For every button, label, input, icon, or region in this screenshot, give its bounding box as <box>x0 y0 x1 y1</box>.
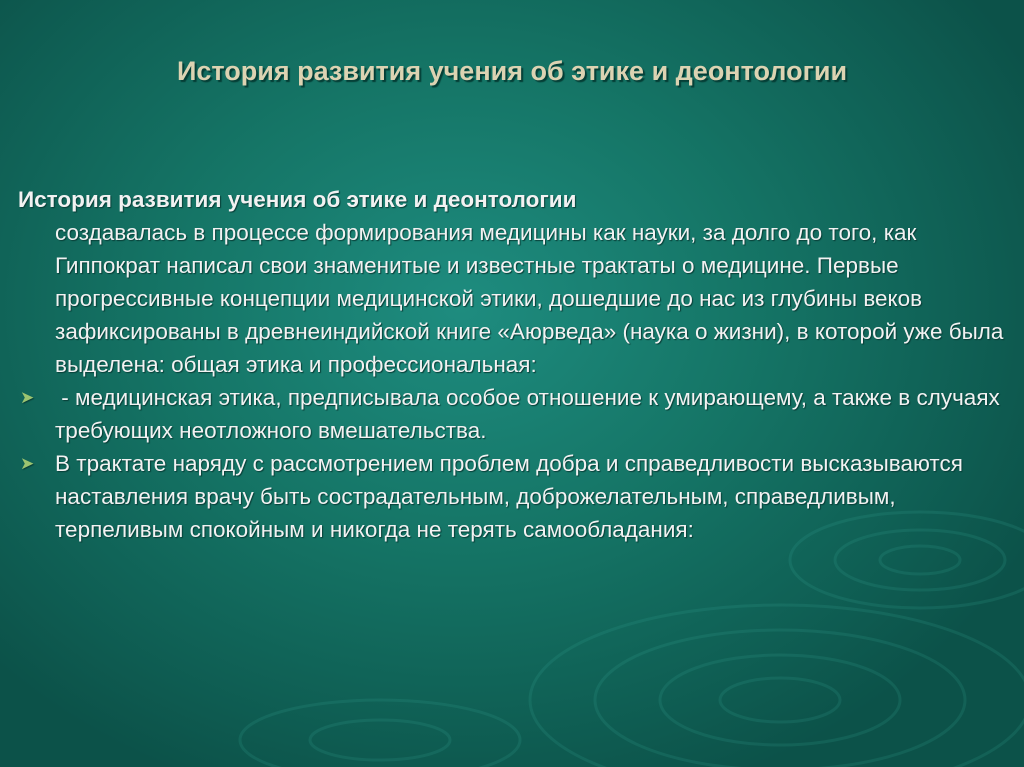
bullet-item <box>18 447 1018 546</box>
bullet-text: - медицинская этика, предписывала особое отношение к умирающему, а также в случаях требующих неотложного вмешательства. <box>55 385 1007 443</box>
slide-body <box>18 183 1018 546</box>
bullet-text: В трактате наряду с рассмотрением проблем добра и справедливости высказываются наставления врачу быть сострадательным, доброжелательным, справедливым, терпеливым спокойным и никогда не терять самообладания: <box>55 451 963 542</box>
lead-paragraph <box>18 183 1018 216</box>
chevron-right-icon: ➤ <box>20 388 35 407</box>
bullet-item <box>18 381 1018 447</box>
lead-paragraph-text: создавалась в процессе формирования медицины как науки, за долго до того, как Гиппократ написал свои знаменитые и известные трактаты о медицине. Первые прогрессивные концепции медицинской этики, дошедшие до нас из глубины веков зафиксированы в древнеиндийской книге «Аюрведа» (наука о жизни), в которой уже была выделена: общая этика и профессиональная: <box>55 220 1004 377</box>
chevron-right-icon: ➤ <box>20 454 35 473</box>
slide-title: История развития учения об этике и деонтологии <box>176 56 848 86</box>
lead-heading: История развития учения об этике и деонтологии <box>18 187 577 212</box>
